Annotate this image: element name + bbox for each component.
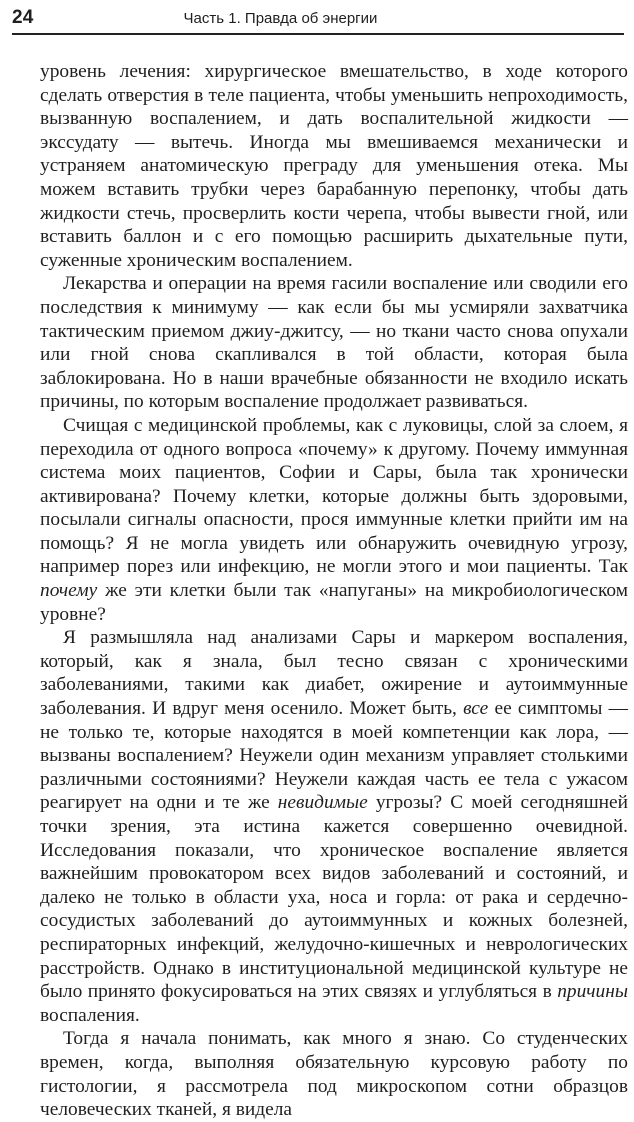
italic-emphasis: невидимые bbox=[277, 792, 368, 814]
running-header bbox=[12, 4, 624, 32]
text-run: угрозы? С моей сегодняшней точки зрения, эта истина кажется совершенно очевидной. Исследования показали, что хроническое воспаление является важнейшим провокатором всех видов заболеваний и состояний, и далеко не только в области уха, носа и горла: от рака и сердечно-сосудистых заболеваний до аутоиммунных и кожных болезней, респираторных инфекций, желудочно-кишечных и неврологических расстройств. Однако в институциональной медицинской культуре не было принято фокусироваться на этих связях и углубляться в bbox=[40, 792, 629, 1003]
chapter-title: Часть 1. Правда об энергии bbox=[183, 9, 378, 27]
body-text bbox=[40, 60, 628, 1122]
paragraph bbox=[40, 272, 628, 414]
page-number: 24 bbox=[12, 7, 34, 28]
paragraph bbox=[40, 626, 628, 1027]
text-run: ее симптомы — не только те, которые находятся в моей компетенции как лора, — вызваны воспалением? Неужели один механизм управляет столькими различными состояниями? Неужели каждая часть ее тела с ужасом реагирует на одни и те же bbox=[40, 698, 628, 814]
paragraph bbox=[40, 60, 628, 272]
text-run: Тогда я начала понимать, как много я знаю. Со студенческих времен, когда, выполняя обязательную курсовую работу по гистологии, я рассмотрела под микроскопом сотни образцов человеческих тканей, я видела bbox=[40, 1028, 628, 1121]
italic-emphasis: все bbox=[463, 698, 489, 720]
paragraph bbox=[40, 1027, 628, 1121]
italic-emphasis: почему bbox=[40, 580, 98, 602]
text-run: Лекарства и операции на время гасили воспаление или сводили его последствия к минимуму — как если бы мы усмиряли захватчика тактическим приемом джиу-джитсу, — но ткани часто снова опухали или гной снова скапливался в той области, которая была заблокирована. Но в наши врачебные обязанности не входило искать причины, по которым воспаление продолжает развиваться. bbox=[40, 273, 628, 413]
text-run: Я размышляла над анализами Сары и маркером воспаления, который, как я знала, был тесно связан с хроническими заболеваниями, такими как диабет, ожирение и аутоиммунные заболевания. И вдруг меня осенило. Может быть, bbox=[40, 627, 628, 720]
text-run: уровень лечения: хирургическое вмешательство, в ходе которого сделать отверстия в теле пациента, чтобы уменьшить непроходимость, вызванную воспалением, и дать воспалительной жидкости — экссудату — вытечь. Иногда мы вмешиваемся механически и устраняем анатомическую преграду для уменьшения отека. Мы можем вставить трубки через барабанную перепонку, чтобы дать жидкости стечь, просверлить кости черепа, чтобы вывести гной, или вставить баллон и с его помощью расширить дыхательные пути, суженные хроническим воспалением. bbox=[40, 61, 628, 271]
text-run: воспаления. bbox=[40, 1004, 140, 1026]
text-run: же эти клетки были так «напуганы» на микробиологическом уровне? bbox=[40, 580, 628, 625]
paragraph bbox=[40, 414, 628, 626]
italic-emphasis: причины bbox=[557, 981, 628, 1003]
header-rule bbox=[12, 33, 624, 35]
text-run: Счищая с медицинской проблемы, как с луковицы, слой за слоем, я переходила от одного вопроса «почему» к другому. Почему иммунная система моих пациентов, Софии и Сары, была так хронически активирована? Почему клетки, которые должны быть здоровыми, посылали сигналы опасности, прося иммунные клетки прийти им на помощь? Я не могла увидеть или обнаружить очевидную угрозу, например порез или инфекцию, не могли этого и мои пациенты. Так bbox=[40, 414, 628, 578]
